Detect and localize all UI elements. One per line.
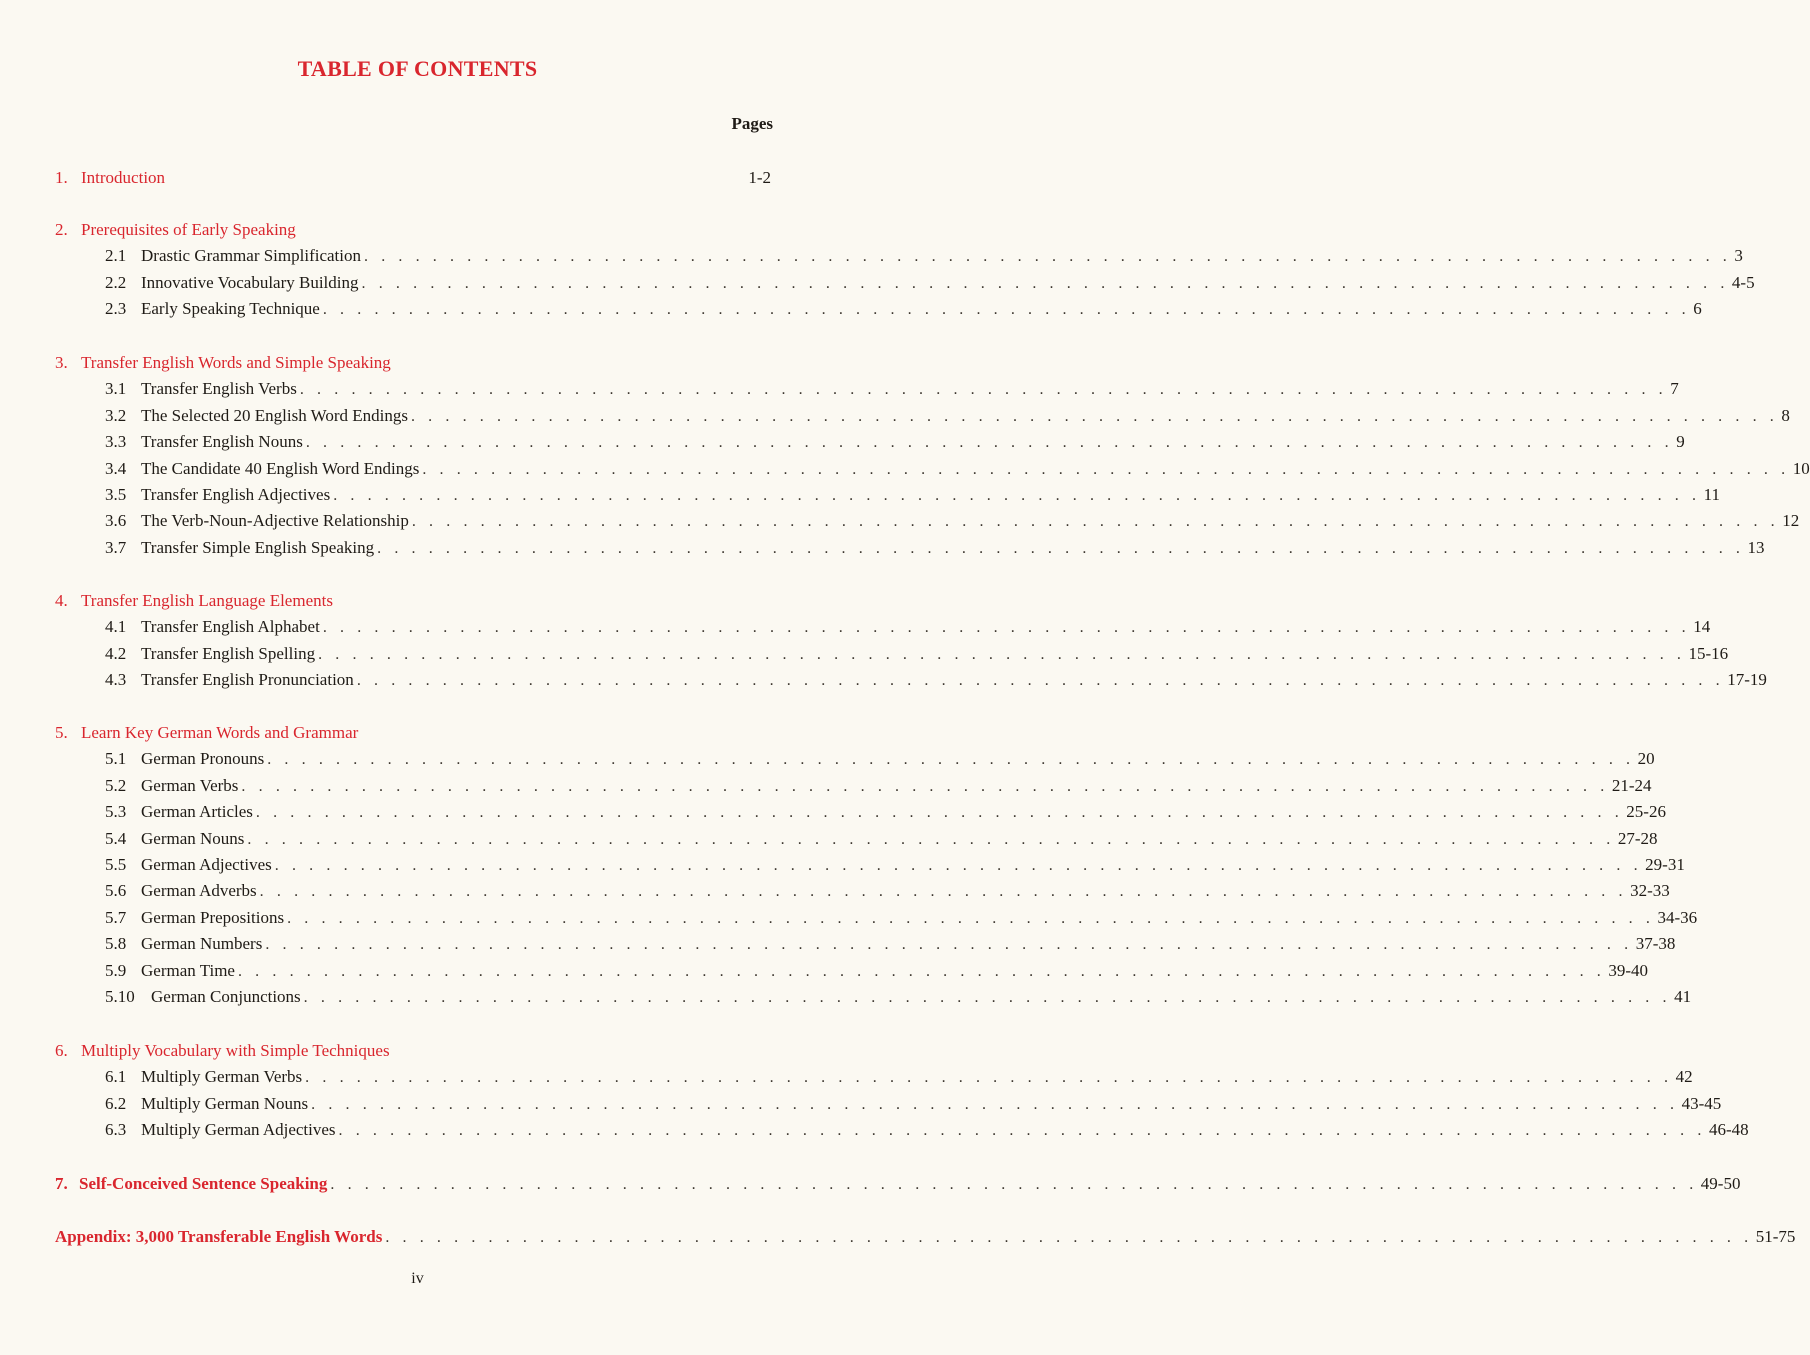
subsection-pages: 25-26: [1626, 802, 1666, 822]
dot-leader: . . . . . . . . . . . . . . . . . . . . . . . . . . . . . . . . . . . . . . . . . . . . . . . . . . . . . . . . . . . . . . . . . . . . . . . . . . . . . . . .: [322, 619, 1691, 637]
toc-section-row: [55, 1039, 771, 1063]
subsection-pages: 10: [1792, 458, 1810, 478]
section-number: 7.: [55, 1174, 68, 1193]
subsection-pages: 9: [1676, 432, 1685, 452]
subsection-pages: 11: [1703, 485, 1720, 504]
dot-leader: . . . . . . . . . . . . . . . . . . . . . . . . . . . . . . . . . . . . . . . . . . . . . . . . . . . . . . . . . . . . . . . . . . . . . . . . . . . . . . . .: [311, 1095, 1679, 1113]
subsection-number: 5.8: [105, 934, 127, 954]
toc-section-row: [55, 351, 771, 375]
dot-leader: . . . . . . . . . . . . . . . . . . . . . . . . . . . . . . . . . . . . . . . . . . . . . . . . . . . . . . . . . . . . . . . . . . . . . . . . . . . . . . . .: [364, 248, 1732, 266]
toc-subsection-row: [105, 404, 1790, 428]
subsection-title: German Adverbs: [141, 881, 257, 901]
subsection-title: German Time: [141, 960, 235, 980]
toc-subsection-row: [105, 985, 1692, 1009]
subsection-number: 3.1: [105, 379, 127, 399]
section-pages: 51-75: [1755, 1227, 1796, 1246]
subsection-pages: 7: [1670, 379, 1679, 399]
dot-leader: . . . . . . . . . . . . . . . . . . . . . . . . . . . . . . . . . . . . . . . . . . . . . . . . . . . . . . . . . . . . . . . . . . . . . . . . . . . . . . . .: [361, 274, 1729, 292]
dot-leader: . . . . . . . . . . . . . . . . . . . . . . . . . . . . . . . . . . . . . . . . . . . . . . . . . . . . . . . . . . . . . . . . . . . . . . . . . . . . . . . .: [305, 434, 1674, 452]
subsection-number: 5.7: [105, 907, 127, 927]
toc-subsection-row: [105, 244, 1743, 268]
dot-leader: . . . . . . . . . . . . . . . . . . . . . . . . . . . . . . . . . . . . . . . . . . . . . . . . . . . . . . . . . . . . . . . . . . . . . . . . . . . . . . . .: [330, 1176, 1698, 1193]
subsection-number: 5.4: [105, 828, 127, 848]
toc-subsection-row: [105, 642, 1729, 666]
dot-leader: . . . . . . . . . . . . . . . . . . . . . . . . . . . . . . . . . . . . . . . . . . . . . . . . . . . . . . . . . . . . . . . . . . . . . . . . . . . . . . . .: [356, 672, 1725, 690]
toc-subsection-row: [105, 509, 1800, 533]
subsection-number: 3.2: [105, 405, 127, 425]
toc-subsection-row: [105, 483, 1720, 507]
subsection-title: German Numbers: [141, 934, 263, 954]
toc-section-row: [55, 721, 771, 745]
subsection-title: The Verb-Noun-Adjective Relationship: [141, 511, 409, 531]
dot-leader: . . . . . . . . . . . . . . . . . . . . . . . . . . . . . . . . . . . . . . . . . . . . . . . . . . . . . . . . . . . . . . . . . . . . . . . . . . . . . . . .: [322, 301, 1691, 319]
subsection-title: Transfer Simple English Speaking: [141, 537, 375, 557]
subsection-title: Transfer English Adjectives: [141, 485, 331, 504]
dot-leader: . . . . . . . . . . . . . . . . . . . . . . . . . . . . . . . . . . . . . . . . . . . . . . . . . . . . . . . . . . . . . . . . . . . . . . . . . . . . . . . .: [410, 407, 1779, 425]
section-pages: 49-50: [1700, 1174, 1741, 1193]
subsection-pages: 46-48: [1708, 1120, 1749, 1140]
subsection-pages: 27-28: [1617, 828, 1658, 848]
section-title: Self-Conceived Sentence Speaking: [79, 1174, 328, 1193]
page-number: iv: [411, 1270, 424, 1287]
dot-leader: . . . . . . . . . . . . . . . . . . . . . . . . . . . . . . . . . . . . . . . . . . . . . . . . . . . . . . . . . . . . . . . . . . . . . . . . . . . . . . . .: [303, 989, 1672, 1006]
subsection-pages: 29-31: [1645, 855, 1685, 874]
subsection-number: 3.7: [105, 537, 127, 557]
dot-leader: . . . . . . . . . . . . . . . . . . . . . . . . . . . . . . . . . . . . . . . . . . . . . . . . . . . . . . . . . . . . . . . . . . . . . . . . . . . . . . . .: [265, 936, 1633, 954]
toc-section-row: [55, 218, 771, 242]
toc-section-row: [55, 1225, 1796, 1249]
toc-section-row: [55, 589, 771, 613]
subsection-title: Transfer English Nouns: [141, 432, 303, 452]
subsection-pages: 21-24: [1611, 775, 1652, 795]
subsection-title: Multiply German Verbs: [141, 1067, 303, 1087]
subsection-number: 2.1: [105, 246, 127, 266]
section-title: Introduction: [81, 168, 166, 187]
section-number: 4.: [55, 591, 68, 610]
subsection-title: Early Speaking Technique: [141, 299, 320, 319]
subsection-pages: 41: [1674, 987, 1692, 1006]
dot-leader: . . . . . . . . . . . . . . . . . . . . . . . . . . . . . . . . . . . . . . . . . . . . . . . . . . . . . . . . . . . . . . . . . . . . . . . . . . . . . . . .: [241, 777, 1609, 795]
toc-subsection-row: [105, 1118, 1749, 1142]
toc-subsection-row: [105, 932, 1676, 956]
subsection-number: 2.2: [105, 272, 127, 292]
subsection-title: German Conjunctions: [151, 987, 301, 1006]
toc-subsection-row: [105, 430, 1685, 454]
subsection-number: 3.5: [105, 485, 127, 504]
dot-leader: . . . . . . . . . . . . . . . . . . . . . . . . . . . . . . . . . . . . . . . . . . . . . . . . . . . . . . . . . . . . . . . . . . . . . . . . . . . . . . . .: [259, 883, 1628, 901]
subsection-number: 3.4: [105, 458, 127, 478]
section-number: 6.: [55, 1041, 68, 1060]
dot-leader: . . . . . . . . . . . . . . . . . . . . . . . . . . . . . . . . . . . . . . . . . . . . . . . . . . . . . . . . . . . . . . . . . . . . . . . . . . . . . . . .: [338, 1122, 1706, 1140]
section-number: 5.: [55, 723, 68, 742]
dot-leader: . . . . . . . . . . . . . . . . . . . . . . . . . . . . . . . . . . . . . . . . . . . . . . . . . . . . . . . . . . . . . . . . . . . . . . . . . . . . . . . .: [299, 381, 1668, 399]
toc-subsection-row: [105, 668, 1767, 692]
toc-subsection-row: [105, 774, 1652, 798]
subsection-title: Drastic Grammar Simplification: [141, 246, 361, 266]
subsection-number: 3.6: [105, 511, 127, 531]
subsection-pages: 32-33: [1630, 881, 1670, 901]
subsection-pages: 37-38: [1635, 934, 1676, 954]
subsection-number: 5.9: [105, 960, 127, 980]
subsection-number: 4.1: [105, 617, 127, 637]
subsection-title: The Selected 20 English Word Endings: [141, 405, 408, 425]
subsection-pages: 20: [1637, 749, 1655, 769]
dot-leader: . . . . . . . . . . . . . . . . . . . . . . . . . . . . . . . . . . . . . . . . . . . . . . . . . . . . . . . . . . . . . . . . . . . . . . . . . . . . . . . .: [305, 1069, 1673, 1087]
toc-subsection-row: [105, 457, 1810, 481]
subsection-title: Transfer English Spelling: [141, 643, 316, 663]
subsection-title: Transfer English Alphabet: [141, 617, 320, 637]
subsection-number: 4.3: [105, 670, 127, 690]
section-number: 3.: [55, 353, 68, 372]
subsection-number: 6.1: [105, 1067, 127, 1087]
dot-leader: . . . . . . . . . . . . . . . . . . . . . . . . . . . . . . . . . . . . . . . . . . . . . . . . . . . . . . . . . . . . . . . . . . . . . . . . . . . . . . . .: [247, 830, 1615, 848]
subsection-pages: 15-16: [1688, 643, 1729, 663]
subsection-pages: 42: [1675, 1067, 1693, 1087]
subsection-number: 5.2: [105, 775, 127, 795]
subsection-number: 6.3: [105, 1120, 127, 1140]
dot-leader: . . . . . . . . . . . . . . . . . . . . . . . . . . . . . . . . . . . . . . . . . . . . . . . . . . . . . . . . . . . . . . . . . . . . . . . . . . . . . . . .: [267, 751, 1635, 769]
toc-subsection-row: [105, 747, 1655, 771]
toc-subsection-row: [105, 271, 1755, 295]
subsection-number: 5.6: [105, 881, 127, 901]
dot-leader: . . . . . . . . . . . . . . . . . . . . . . . . . . . . . . . . . . . . . . . . . . . . . . . . . . . . . . . . . . . . . . . . . . . . . . . . . . . . . . . .: [422, 460, 1790, 478]
subsection-pages: 43-45: [1681, 1093, 1722, 1113]
toc-subsection-row: [105, 959, 1649, 983]
section-title: Appendix: 3,000 Transferable English Words: [55, 1227, 383, 1246]
subsection-number: 2.3: [105, 299, 127, 319]
subsection-pages: 17-19: [1727, 670, 1767, 690]
subsection-number: 4.2: [105, 643, 127, 663]
subsection-title: German Verbs: [141, 775, 239, 795]
subsection-number: 3.3: [105, 432, 127, 452]
toc-subsection-row: [105, 615, 1711, 639]
toc-subsection-row: [105, 906, 1698, 930]
dot-leader: . . . . . . . . . . . . . . . . . . . . . . . . . . . . . . . . . . . . . . . . . . . . . . . . . . . . . . . . . . . . . . . . . . . . . . . . . . . . . . . .: [333, 487, 1701, 504]
dot-leader: . . . . . . . . . . . . . . . . . . . . . . . . . . . . . . . . . . . . . . . . . . . . . . . . . . . . . . . . . . . . . . . . . . . . . . . . . . . . . . . .: [411, 513, 1780, 531]
toc-subsection-row: [105, 1092, 1722, 1116]
subsection-title: German Articles: [141, 802, 253, 822]
toc-subsection-row: [105, 800, 1666, 824]
subsection-title: German Adjectives: [141, 855, 272, 874]
subsection-title: German Prepositions: [141, 907, 285, 927]
subsection-title: Transfer English Verbs: [141, 379, 297, 399]
subsection-title: Multiply German Nouns: [141, 1093, 309, 1113]
dot-leader: . . . . . . . . . . . . . . . . . . . . . . . . . . . . . . . . . . . . . . . . . . . . . . . . . . . . . . . . . . . . . . . . . . . . . . . . . . . . . . . .: [255, 804, 1624, 822]
subsection-number: 5.1: [105, 749, 127, 769]
toc-section-row: [55, 166, 771, 190]
subsection-pages: 4-5: [1731, 272, 1755, 292]
subsection-pages: 39-40: [1608, 960, 1649, 980]
subsection-title: German Pronouns: [141, 749, 265, 769]
page-title: TABLE OF CONTENTS: [297, 56, 538, 81]
toc-subsection-row: [105, 853, 1685, 877]
dot-leader: . . . . . . . . . . . . . . . . . . . . . . . . . . . . . . . . . . . . . . . . . . . . . . . . . . . . . . . . . . . . . . . . . . . . . . . . . . . . . . . .: [377, 539, 1745, 557]
dot-leader: . . . . . . . . . . . . . . . . . . . . . . . . . . . . . . . . . . . . . . . . . . . . . . . . . . . . . . . . . . . . . . . . . . . . . . . . . . . . . . . .: [318, 645, 1686, 663]
subsection-number: 6.2: [105, 1093, 127, 1113]
toc-section-row: [55, 1172, 1741, 1196]
toc-subsection-row: [105, 827, 1658, 851]
section-title: Multiply Vocabulary with Simple Techniques: [81, 1041, 390, 1060]
dot-leader: . . . . . . . . . . . . . . . . . . . . . . . . . . . . . . . . . . . . . . . . . . . . . . . . . . . . . . . . . . . . . . . . . . . . . . . . . . . . . . . .: [385, 1229, 1753, 1246]
subsection-title: The Candidate 40 English Word Endings: [141, 458, 420, 478]
subsection-pages: 8: [1781, 405, 1790, 425]
section-pages: 1-2: [748, 168, 771, 187]
subsection-number: 5.10: [105, 987, 135, 1006]
section-title: Learn Key German Words and Grammar: [81, 723, 359, 742]
section-title: Transfer English Language Elements: [81, 591, 333, 610]
section-number: 1.: [55, 168, 68, 187]
subsection-title: German Nouns: [141, 828, 245, 848]
section-number: 2.: [55, 220, 68, 239]
subsection-pages: 14: [1693, 617, 1711, 637]
section-title: Prerequisites of Early Speaking: [81, 220, 296, 239]
subsection-title: Innovative Vocabulary Building: [141, 272, 359, 292]
subsection-pages: 6: [1693, 299, 1702, 319]
toc-subsection-row: [105, 297, 1702, 321]
subsection-pages: 12: [1782, 511, 1800, 531]
subsection-number: 5.5: [105, 855, 127, 874]
subsection-pages: 13: [1747, 537, 1765, 557]
subsection-number: 5.3: [105, 802, 127, 822]
toc-subsection-row: [105, 1065, 1693, 1089]
subsection-pages: 34-36: [1657, 907, 1698, 927]
dot-leader: . . . . . . . . . . . . . . . . . . . . . . . . . . . . . . . . . . . . . . . . . . . . . . . . . . . . . . . . . . . . . . . . . . . . . . . . . . . . . . . .: [274, 857, 1643, 874]
subsection-title: Multiply German Adjectives: [141, 1120, 336, 1140]
toc-subsection-row: [105, 377, 1679, 401]
section-title: Transfer English Words and Simple Speaking: [81, 353, 391, 372]
subsection-title: Transfer English Pronunciation: [141, 670, 354, 690]
subsection-pages: 3: [1734, 246, 1743, 266]
pages-column-header: Pages: [731, 114, 773, 133]
toc-subsection-row: [105, 879, 1670, 903]
toc-subsection-row: [105, 536, 1765, 560]
dot-leader: . . . . . . . . . . . . . . . . . . . . . . . . . . . . . . . . . . . . . . . . . . . . . . . . . . . . . . . . . . . . . . . . . . . . . . . . . . . . . . . .: [237, 962, 1606, 980]
dot-leader: . . . . . . . . . . . . . . . . . . . . . . . . . . . . . . . . . . . . . . . . . . . . . . . . . . . . . . . . . . . . . . . . . . . . . . . . . . . . . . . .: [287, 909, 1655, 927]
